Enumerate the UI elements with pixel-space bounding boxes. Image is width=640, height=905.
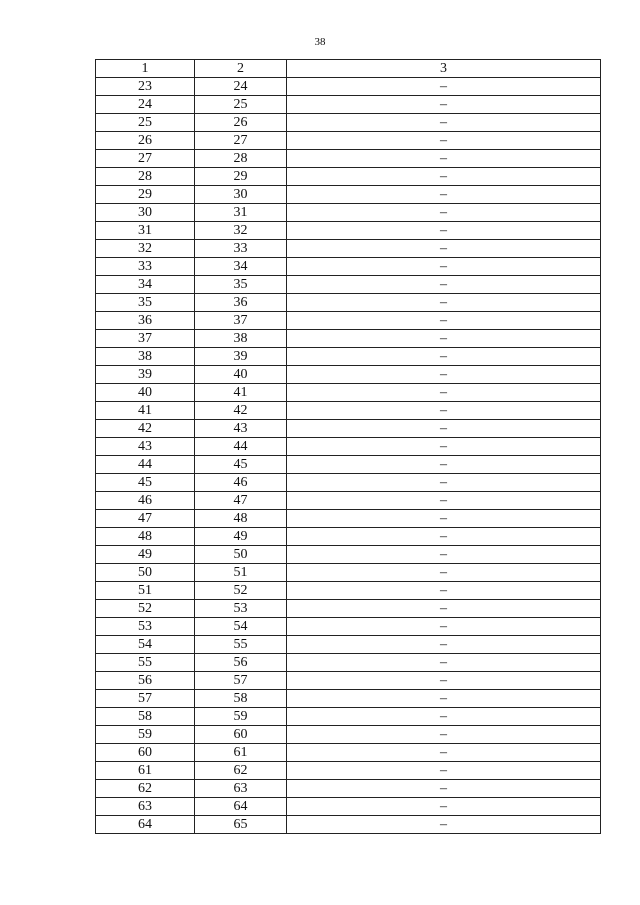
table-cell-col2: 28 [195, 150, 287, 168]
table-cell-col1: 32 [96, 240, 195, 258]
table-row [96, 294, 601, 312]
table-cell-col1: 25 [96, 114, 195, 132]
table-row [96, 762, 601, 780]
table-cell-col3: – [287, 96, 601, 114]
table-cell-col2: 32 [195, 222, 287, 240]
table-cell-col2: 50 [195, 546, 287, 564]
table-cell-col3: – [287, 258, 601, 276]
table-cell-col2: 42 [195, 402, 287, 420]
table-row [96, 672, 601, 690]
table-cell-col2: 34 [195, 258, 287, 276]
table-cell-col3: – [287, 150, 601, 168]
table-cell-col1: 41 [96, 402, 195, 420]
table-cell-col1: 57 [96, 690, 195, 708]
table-cell-col3: – [287, 654, 601, 672]
table-row [96, 384, 601, 402]
table-cell-col1: 55 [96, 654, 195, 672]
table-cell-col3: – [287, 312, 601, 330]
table-cell-col1: 59 [96, 726, 195, 744]
table-cell-col3: – [287, 690, 601, 708]
table-cell-col3: – [287, 330, 601, 348]
table-cell-col2: 38 [195, 330, 287, 348]
table-row [96, 492, 601, 510]
table-cell-col3: – [287, 294, 601, 312]
table-row [96, 726, 601, 744]
table-cell-col2: 31 [195, 204, 287, 222]
table-cell-col3: – [287, 816, 601, 834]
table-cell-col2: 37 [195, 312, 287, 330]
table-cell-col1: 61 [96, 762, 195, 780]
table-cell-col3: – [287, 636, 601, 654]
table-cell-col2: 55 [195, 636, 287, 654]
table-cell-col1: 58 [96, 708, 195, 726]
table-row [96, 636, 601, 654]
table-cell-col2: 45 [195, 456, 287, 474]
table-body [96, 78, 601, 834]
table-row [96, 708, 601, 726]
table-row [96, 312, 601, 330]
table-cell-col2: 29 [195, 168, 287, 186]
table-cell-col2: 65 [195, 816, 287, 834]
table-row [96, 510, 601, 528]
table-cell-col1: 62 [96, 780, 195, 798]
table-row [96, 240, 601, 258]
table-cell-col2: 49 [195, 528, 287, 546]
table-cell-col2: 40 [195, 366, 287, 384]
table-cell-col3: – [287, 744, 601, 762]
table-cell-col2: 47 [195, 492, 287, 510]
table-cell-col1: 49 [96, 546, 195, 564]
table-cell-col1: 56 [96, 672, 195, 690]
table-cell-col3: – [287, 78, 601, 96]
table-cell-col1: 27 [96, 150, 195, 168]
table-cell-col2: 39 [195, 348, 287, 366]
data-table [95, 59, 601, 834]
table-cell-col3: – [287, 780, 601, 798]
table-cell-col2: 36 [195, 294, 287, 312]
page-number: 38 [314, 36, 326, 48]
table-row [96, 816, 601, 834]
column-header-2: 2 [195, 60, 287, 78]
table-cell-col1: 48 [96, 528, 195, 546]
table-cell-col3: – [287, 456, 601, 474]
table-row [96, 546, 601, 564]
table-cell-col2: 25 [195, 96, 287, 114]
table-row [96, 204, 601, 222]
table-cell-col1: 31 [96, 222, 195, 240]
table-cell-col3: – [287, 618, 601, 636]
table-cell-col3: – [287, 186, 601, 204]
table-cell-col3: – [287, 366, 601, 384]
table-row [96, 258, 601, 276]
table-cell-col3: – [287, 762, 601, 780]
table-cell-col1: 26 [96, 132, 195, 150]
table-cell-col2: 48 [195, 510, 287, 528]
table-cell-col3: – [287, 204, 601, 222]
table-cell-col2: 64 [195, 798, 287, 816]
table-cell-col1: 33 [96, 258, 195, 276]
table-cell-col1: 64 [96, 816, 195, 834]
table-cell-col3: – [287, 348, 601, 366]
table-cell-col1: 39 [96, 366, 195, 384]
table-row [96, 582, 601, 600]
table-cell-col3: – [287, 132, 601, 150]
table-cell-col1: 29 [96, 186, 195, 204]
table-cell-col3: – [287, 276, 601, 294]
table-cell-col1: 54 [96, 636, 195, 654]
table-cell-col1: 34 [96, 276, 195, 294]
table-row [96, 600, 601, 618]
table-cell-col3: – [287, 240, 601, 258]
table-cell-col1: 63 [96, 798, 195, 816]
table-row [96, 654, 601, 672]
table-cell-col2: 43 [195, 420, 287, 438]
table-row [96, 438, 601, 456]
table-row [96, 96, 601, 114]
table-cell-col3: – [287, 582, 601, 600]
table-cell-col3: – [287, 114, 601, 132]
table-cell-col3: – [287, 510, 601, 528]
table-cell-col3: – [287, 564, 601, 582]
table-row [96, 744, 601, 762]
table-cell-col3: – [287, 438, 601, 456]
table-cell-col1: 53 [96, 618, 195, 636]
table-cell-col2: 27 [195, 132, 287, 150]
table-cell-col3: – [287, 420, 601, 438]
table-cell-col1: 28 [96, 168, 195, 186]
table-row [96, 528, 601, 546]
table-cell-col1: 30 [96, 204, 195, 222]
table-cell-col1: 40 [96, 384, 195, 402]
table-cell-col1: 42 [96, 420, 195, 438]
table-cell-col1: 36 [96, 312, 195, 330]
table-row [96, 168, 601, 186]
table-cell-col3: – [287, 546, 601, 564]
table-cell-col2: 24 [195, 78, 287, 96]
table-cell-col2: 33 [195, 240, 287, 258]
table-cell-col2: 52 [195, 582, 287, 600]
table-cell-col3: – [287, 222, 601, 240]
table-row [96, 330, 601, 348]
table-cell-col1: 37 [96, 330, 195, 348]
table-cell-col3: – [287, 168, 601, 186]
table-row [96, 186, 601, 204]
table-cell-col1: 51 [96, 582, 195, 600]
table-header [96, 60, 601, 78]
table-cell-col1: 52 [96, 600, 195, 618]
table-row [96, 402, 601, 420]
table-cell-col3: – [287, 672, 601, 690]
header-row [96, 60, 601, 78]
table-cell-col2: 35 [195, 276, 287, 294]
table-cell-col1: 44 [96, 456, 195, 474]
table-row [96, 114, 601, 132]
table-row [96, 564, 601, 582]
table-cell-col2: 54 [195, 618, 287, 636]
table-cell-col3: – [287, 708, 601, 726]
table-cell-col1: 35 [96, 294, 195, 312]
table-cell-col3: – [287, 384, 601, 402]
table-cell-col2: 51 [195, 564, 287, 582]
table-cell-col2: 46 [195, 474, 287, 492]
table-row [96, 366, 601, 384]
table-cell-col2: 59 [195, 708, 287, 726]
table-cell-col3: – [287, 402, 601, 420]
column-header-1: 1 [96, 60, 195, 78]
table-cell-col2: 62 [195, 762, 287, 780]
table-row [96, 618, 601, 636]
table-cell-col2: 57 [195, 672, 287, 690]
table-cell-col1: 47 [96, 510, 195, 528]
table-cell-col2: 41 [195, 384, 287, 402]
column-header-3: 3 [287, 60, 601, 78]
table-row [96, 150, 601, 168]
table-row [96, 132, 601, 150]
table-cell-col3: – [287, 492, 601, 510]
table-cell-col2: 26 [195, 114, 287, 132]
table-cell-col2: 56 [195, 654, 287, 672]
table-cell-col1: 24 [96, 96, 195, 114]
table-cell-col3: – [287, 798, 601, 816]
table-cell-col2: 63 [195, 780, 287, 798]
table-row [96, 420, 601, 438]
table-row [96, 276, 601, 294]
table-cell-col2: 30 [195, 186, 287, 204]
table-cell-col3: – [287, 726, 601, 744]
table-row [96, 78, 601, 96]
table-cell-col3: – [287, 528, 601, 546]
table-cell-col3: – [287, 474, 601, 492]
table-row [96, 690, 601, 708]
table-row [96, 222, 601, 240]
table-cell-col1: 60 [96, 744, 195, 762]
table-cell-col2: 58 [195, 690, 287, 708]
table-cell-col1: 50 [96, 564, 195, 582]
table-row [96, 348, 601, 366]
table-cell-col2: 44 [195, 438, 287, 456]
table-cell-col2: 53 [195, 600, 287, 618]
table-row [96, 474, 601, 492]
table-cell-col2: 61 [195, 744, 287, 762]
table-cell-col1: 43 [96, 438, 195, 456]
table-cell-col1: 45 [96, 474, 195, 492]
table-row [96, 456, 601, 474]
table-cell-col1: 46 [96, 492, 195, 510]
table-cell-col2: 60 [195, 726, 287, 744]
table-cell-col1: 23 [96, 78, 195, 96]
table-cell-col1: 38 [96, 348, 195, 366]
table-row [96, 780, 601, 798]
table-row [96, 798, 601, 816]
table-cell-col3: – [287, 600, 601, 618]
